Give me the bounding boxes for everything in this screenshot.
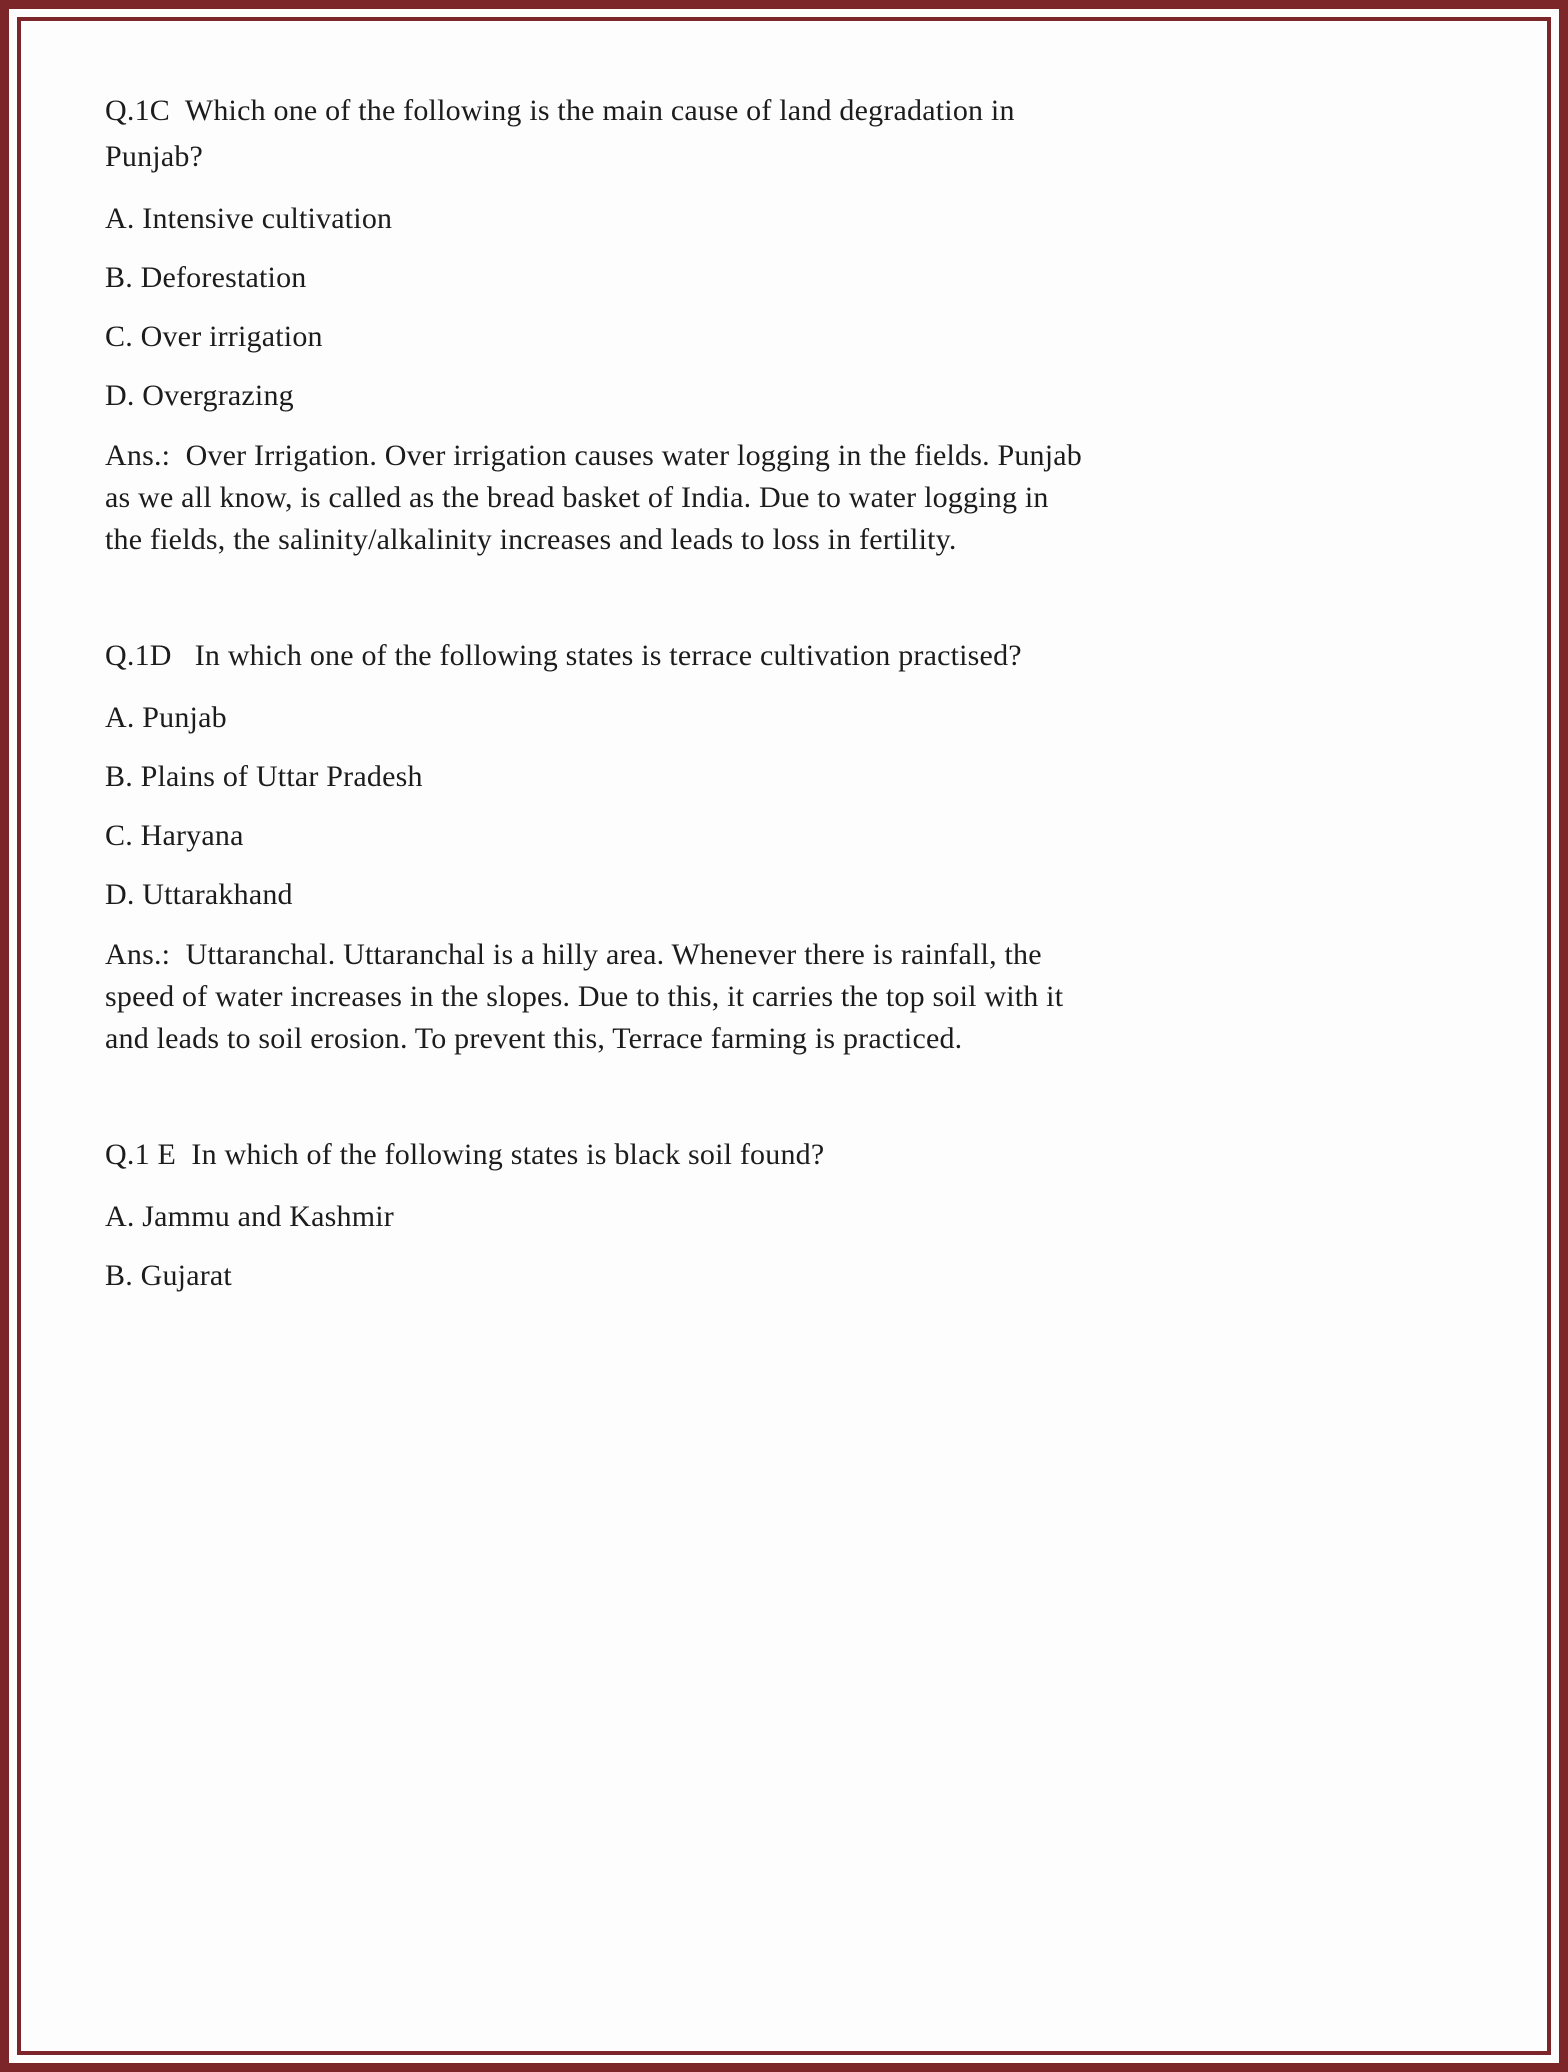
option-b: B. Plains of Uttar Pradesh bbox=[105, 760, 423, 793]
option-d: D. Overgrazing bbox=[105, 379, 294, 412]
answer-text: Ans.: Over Irrigation. Over irrigation causes water logging in the fields. Punjab as we all know, is called as the bread basket of India. Due to water logging in the fields, the salinity/alkalinity increases and leads to loss in fertility. bbox=[105, 439, 1090, 556]
option-d: D. Uttarakhand bbox=[105, 878, 293, 911]
option-c: C. Haryana bbox=[105, 819, 244, 852]
question-block-1c bbox=[105, 88, 1090, 561]
question-text: Q.1D In which one of the following states is terrace cultivation practised? bbox=[105, 639, 1022, 672]
question-text: Q.1 E In which of the following states is black soil found? bbox=[105, 1138, 825, 1171]
option-b: B. Gujarat bbox=[105, 1259, 232, 1292]
answer-text: Ans.: Uttaranchal. Uttaranchal is a hilly area. Whenever there is rainfall, the speed of water increases in the slopes. Due to this, it carries the top soil with it and leads to soil erosion. To prevent this, Terrace farming is practiced. bbox=[105, 938, 1071, 1055]
option-a: A. Jammu and Kashmir bbox=[105, 1200, 394, 1233]
question-block-1d bbox=[105, 633, 1090, 1060]
option-a: A. Intensive cultivation bbox=[105, 202, 393, 235]
question-block-1e bbox=[105, 1132, 1090, 1299]
option-a: A. Punjab bbox=[105, 701, 227, 734]
question-text: Q.1C Which one of the following is the main cause of land degradation in Punjab? bbox=[105, 94, 1023, 173]
option-c: C. Over irrigation bbox=[105, 320, 323, 353]
option-b: B. Deforestation bbox=[105, 261, 307, 294]
document-content bbox=[105, 88, 1090, 1312]
